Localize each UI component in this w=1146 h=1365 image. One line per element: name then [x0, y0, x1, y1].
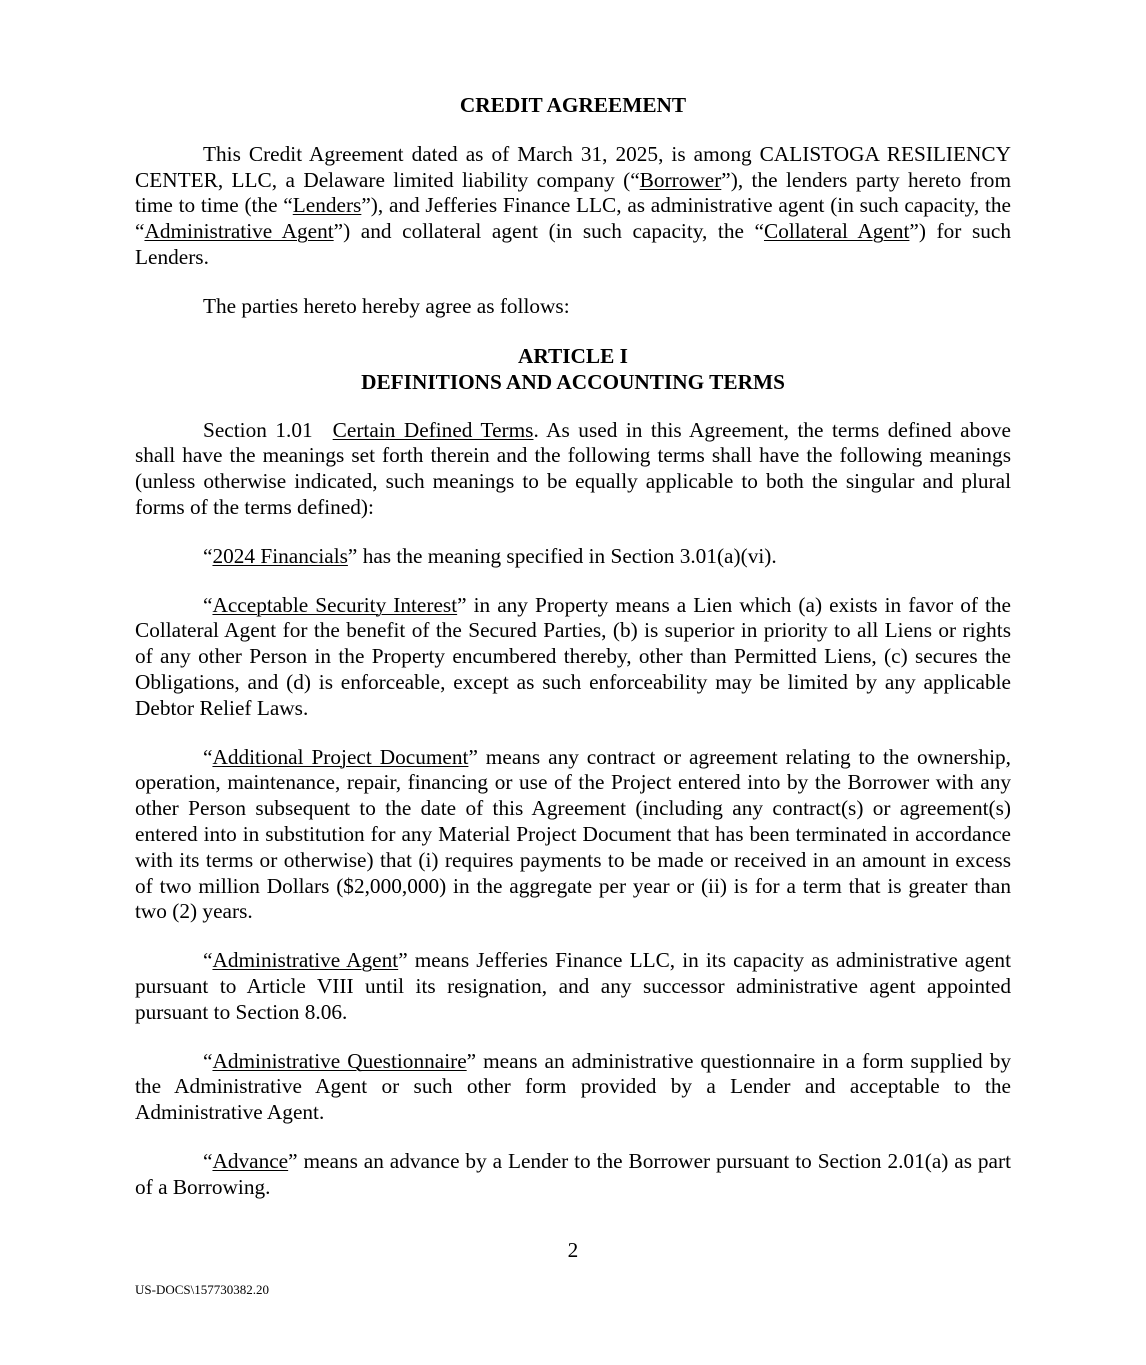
definition-body: ” means an administrative questionnaire in a form supplied by the Administrative Agent or such other form provided by a Lender and acceptable to the Administrative Agent. [135, 1048, 1011, 1125]
section-heading: Certain Defined Terms [332, 417, 534, 442]
definition-additional-project-document [135, 745, 1011, 926]
open-quote: “ [203, 744, 213, 769]
open-quote: “ [203, 592, 213, 617]
document-title: CREDIT AGREEMENT [459, 93, 687, 117]
defined-term: Administrative Questionnaire [212, 1048, 467, 1073]
definition-body: ” means an advance by a Lender to the Borrower pursuant to Section 2.01(a) as part of a Borrowing. [135, 1148, 1011, 1199]
preamble-text-4: ”) and collateral agent (in such capacity, the “ [333, 219, 764, 244]
section-text: . As used in this Agreement, the terms defined above shall have the meanings set forth therein and the following terms shall have the following meanings (unless otherwise indicated, such meanings to be equally applicable to both the singular and plural forms of the terms defined): [135, 417, 1011, 519]
definition-administrative-agent [135, 948, 1011, 1025]
definition-body: ” in any Property means a Lien which (a) exists in favor of the Collateral Agent for the benefit of the Secured Parties, (b) is superior in priority to all Liens or rights of any other Person in the Property encumbered thereby, other than Permitted Liens, (c) secures the Obligations, and (d) is enforceable, except as such enforceability may be limited by any applicable Debtor Relief Laws. [135, 592, 1011, 720]
defined-term: Acceptable Security Interest [212, 592, 458, 617]
definition-acceptable-security-interest [135, 593, 1011, 722]
open-quote: “ [203, 948, 213, 973]
defined-term-collateral-agent: Collateral Agent [763, 219, 910, 244]
page-number: 2 [567, 1238, 579, 1262]
preamble-paragraph [135, 142, 1011, 271]
open-quote: “ [203, 1148, 213, 1173]
defined-term: 2024 Financials [212, 543, 348, 568]
open-quote: “ [203, 543, 213, 568]
defined-term-administrative-agent: Administrative Agent [144, 219, 334, 244]
preamble-text-2: ”), the lenders party hereto from time to time (the “ [135, 167, 1012, 218]
definition-body: ” means Jefferies Finance LLC, in its capacity as administrative agent pursuant to Article VIII until its resignation, and any successor administrative agent appointed pursuant to Section 8.06. [135, 948, 1011, 1024]
document-id: US-DOCS\157730382.20 [135, 1282, 269, 1297]
open-quote: “ [203, 1048, 213, 1073]
defined-term-lenders: Lenders [292, 193, 362, 218]
preamble-text-5: ”) for such Lenders. [135, 219, 1011, 269]
section-number: Section 1.01 [203, 417, 313, 442]
definition-body: ” means any contract or agreement relating to the ownership, operation, maintenance, repair, financing or use of the Project entered into by the Borrower with any other Person subsequent to the date of this Agreement (including any contract(s) or agreement(s) entered into in substitution for any Material Project Document that has been terminated in accordance with its terms or otherwise) that (i) requires payments to be made or received in an amount in excess of two million Dollars ($2,000,000) in the aggregate per year or (ii) is for a term that is greater than two (2) years. [135, 744, 1011, 924]
preamble-text-1: This Credit Agreement dated as of March 31, 2025, is among CALISTOGA RESILIENCY CENTER, LLC, a Delaware limited liability company (“ [135, 141, 1011, 192]
article-number: ARTICLE I [518, 343, 628, 368]
definition-administrative-questionnaire [135, 1049, 1011, 1126]
definition-2024-financials [135, 544, 1011, 570]
defined-term: Advance [212, 1148, 289, 1173]
definition-advance [135, 1149, 1011, 1201]
defined-term: Additional Project Document [212, 744, 469, 769]
article-heading [135, 343, 1011, 395]
article-title: DEFINITIONS AND ACCOUNTING TERMS [361, 369, 785, 394]
defined-term: Administrative Agent [212, 948, 399, 973]
agreement-line: The parties hereto hereby agree as follows: [203, 293, 570, 318]
section-1-01-paragraph [135, 418, 1011, 521]
document-page [135, 93, 1011, 1224]
definition-body: ” has the meaning specified in Section 3.01(a)(vi). [347, 543, 777, 568]
preamble-text-3: ”), and Jefferies Finance LLC, as administrative agent (in such capacity, the “ [135, 193, 1011, 244]
defined-term-borrower: Borrower [639, 167, 722, 192]
